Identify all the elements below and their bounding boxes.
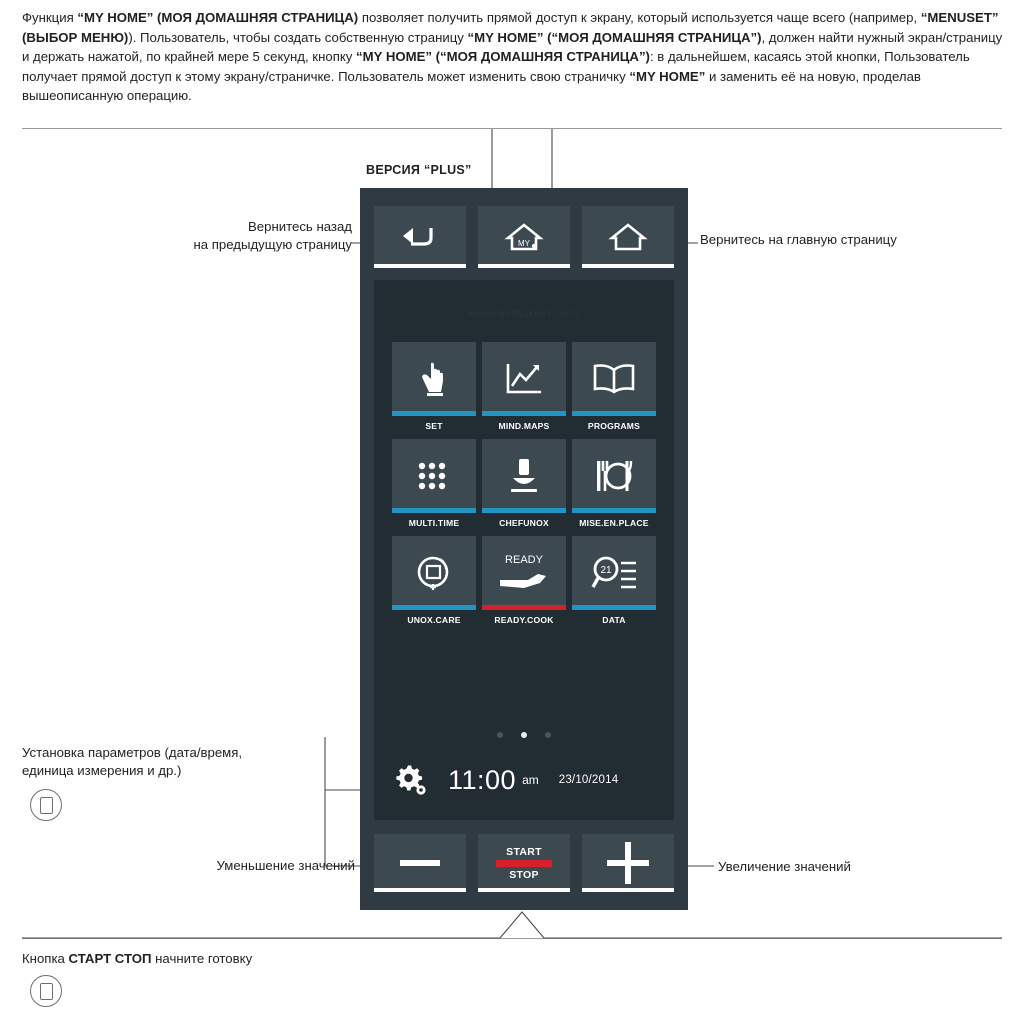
device-bottom-bar [374, 834, 674, 892]
svg-text:MY: MY [518, 239, 530, 248]
tile-multi-time-bar [392, 508, 476, 513]
care-wash-icon [414, 553, 454, 593]
settings-button[interactable] [374, 764, 448, 796]
annotation-start-bold: СТАРТ СТОП [68, 951, 152, 966]
back-button[interactable] [374, 206, 466, 268]
back-arrow-icon [401, 222, 439, 252]
tile-unox-care-caption: UNOX.CARE [407, 615, 461, 625]
page-dots[interactable] [374, 725, 674, 743]
clock-time: 11:00 [448, 764, 517, 795]
plus-icon [607, 842, 649, 884]
start-stop-key-inner-icon [40, 983, 53, 1000]
stop-label: STOP [509, 868, 539, 881]
annotation-home: Вернитесь на главную страницу [700, 232, 897, 247]
tile-mise-en-place-box[interactable] [572, 439, 656, 513]
annotation-back-line2: на предыдущую страницу [193, 237, 352, 252]
annotation-settings [22, 744, 322, 780]
tile-chefunox-caption: CHEFUNOX [499, 518, 549, 528]
screen-watermark: www.bsmarket.com [468, 308, 580, 320]
my-home-button-underline [478, 264, 570, 268]
tile-mise-en-place-bar [572, 508, 656, 513]
minus-button-underline [374, 888, 466, 892]
start-stop-key-glyph [30, 975, 62, 1007]
start-label: START [506, 845, 542, 858]
tile-multi-time[interactable] [392, 439, 476, 528]
my-home-button[interactable] [478, 206, 570, 268]
minus-icon [400, 860, 440, 866]
version-label: ВЕРСИЯ “PLUS” [366, 163, 472, 177]
device-screen [374, 280, 674, 820]
status-bar [374, 752, 674, 808]
my-home-icon [504, 221, 544, 253]
tile-multi-time-box[interactable] [392, 439, 476, 513]
tile-mise-en-place[interactable] [572, 439, 656, 528]
multi-timer-icon [414, 460, 454, 492]
tile-programs[interactable] [572, 342, 656, 431]
start-stop-button[interactable] [478, 834, 570, 892]
tile-programs-caption: PROGRAMS [587, 421, 641, 431]
plate-cutlery-icon [593, 457, 635, 495]
tile-set-caption: SET [425, 421, 443, 431]
tile-programs-box[interactable] [572, 342, 656, 416]
book-open-icon [591, 362, 637, 396]
annotation-minus: Уменьшение значений [216, 858, 355, 873]
annotation-settings-line2: единица измерения и др.) [22, 763, 182, 778]
plus-button-underline [582, 888, 674, 892]
home-icon [608, 221, 648, 253]
tile-set[interactable] [392, 342, 476, 431]
tile-data-box[interactable] [572, 536, 656, 610]
device-top-bar [374, 206, 674, 268]
ready-hand-icon [494, 550, 554, 596]
tile-multi-time-caption: MULTI.TIME [408, 518, 460, 528]
tile-unox-care[interactable] [392, 536, 476, 625]
annotation-plus: Увеличение значений [718, 859, 851, 874]
divider-bottom [22, 938, 1002, 939]
home-button-underline [582, 264, 674, 268]
settings-key-glyph [30, 789, 62, 821]
tile-chefunox[interactable] [482, 439, 566, 528]
tile-data-caption: DATA [602, 615, 626, 625]
minus-button[interactable] [374, 834, 466, 892]
tile-mind-maps-caption: MIND.MAPS [498, 421, 550, 431]
tile-ready-cook[interactable] [482, 536, 566, 625]
clock-date: 23/10/2014 [558, 774, 619, 786]
tile-ready-cook-caption: READY.COOK [494, 615, 554, 625]
page-dot-active[interactable] [521, 732, 527, 738]
tile-unox-care-box[interactable] [392, 536, 476, 610]
annotation-start-prefix: Кнопка [22, 951, 69, 966]
settings-key-inner-icon [40, 797, 53, 814]
hand-touch-icon [417, 359, 451, 399]
divider-top [22, 128, 1002, 129]
annotation-settings-line1: Установка параметров (дата/время, [22, 745, 243, 760]
tile-mind-maps-bar [482, 411, 566, 416]
tile-chefunox-box[interactable] [482, 439, 566, 513]
back-button-underline [374, 264, 466, 268]
annotation-back-line1: Вернитесь назад [247, 219, 352, 234]
tile-mind-maps[interactable] [482, 342, 566, 431]
start-stop-icon [496, 860, 552, 867]
page-dot[interactable] [497, 732, 503, 738]
chart-line-icon [503, 360, 545, 398]
page-dot[interactable] [545, 732, 551, 738]
tile-data-bar [572, 605, 656, 610]
data-search-icon [590, 554, 638, 592]
tile-chefunox-bar [482, 508, 566, 513]
tile-set-bar [392, 411, 476, 416]
svg-text:21: 21 [600, 565, 612, 576]
clock-ampm: am [522, 773, 539, 787]
intro-paragraph [22, 8, 1004, 106]
home-button[interactable] [582, 206, 674, 268]
tile-grid [392, 342, 656, 625]
start-stop-button-underline [478, 888, 570, 892]
tile-set-box[interactable] [392, 342, 476, 416]
tile-programs-bar [572, 411, 656, 416]
tile-ready-cook-bar [482, 605, 566, 610]
device-panel [360, 188, 688, 910]
tile-unox-care-bar [392, 605, 476, 610]
tile-ready-cook-box[interactable] [482, 536, 566, 610]
annotation-start-stop [22, 950, 442, 968]
annotation-start-suffix: начните готовку [151, 951, 253, 966]
svg-text:READY: READY [505, 554, 543, 566]
tile-mise-en-place-caption: MISE.EN.PLACE [579, 518, 649, 528]
plus-button[interactable] [582, 834, 674, 892]
tile-mind-maps-box[interactable] [482, 342, 566, 416]
tile-data[interactable] [572, 536, 656, 625]
annotation-back [140, 218, 352, 254]
chef-probe-icon [507, 456, 541, 496]
gear-icon [394, 764, 428, 796]
intro-text: Функция “MY HOME” (МОЯ ДОМАШНЯЯ СТРАНИЦА) позволяет получить прямой доступ к экрану, который используется чаще всего (например, “MENUSET” (ВЫБОР МЕНЮ)). Пользователь, чтобы создать собственную страницу “MY HOME” (“МОЯ ДОМАШНЯЯ СТРАНИЦА”), должен найти нужный экран/страницу и держать нажатой, по крайней мере 5 секунд, кнопку “MY HOME” (“МОЯ ДОМАШНЯЯ СТРАНИЦА”): в дальнейшем, касаясь этой кнопки, Пользователь получает прямой доступ к этому экрану/страничке. Пользователь может изменить свою страничку “MY HOME” и заменить её на новую, проделав вышеописанную операцию. [22, 10, 1003, 104]
